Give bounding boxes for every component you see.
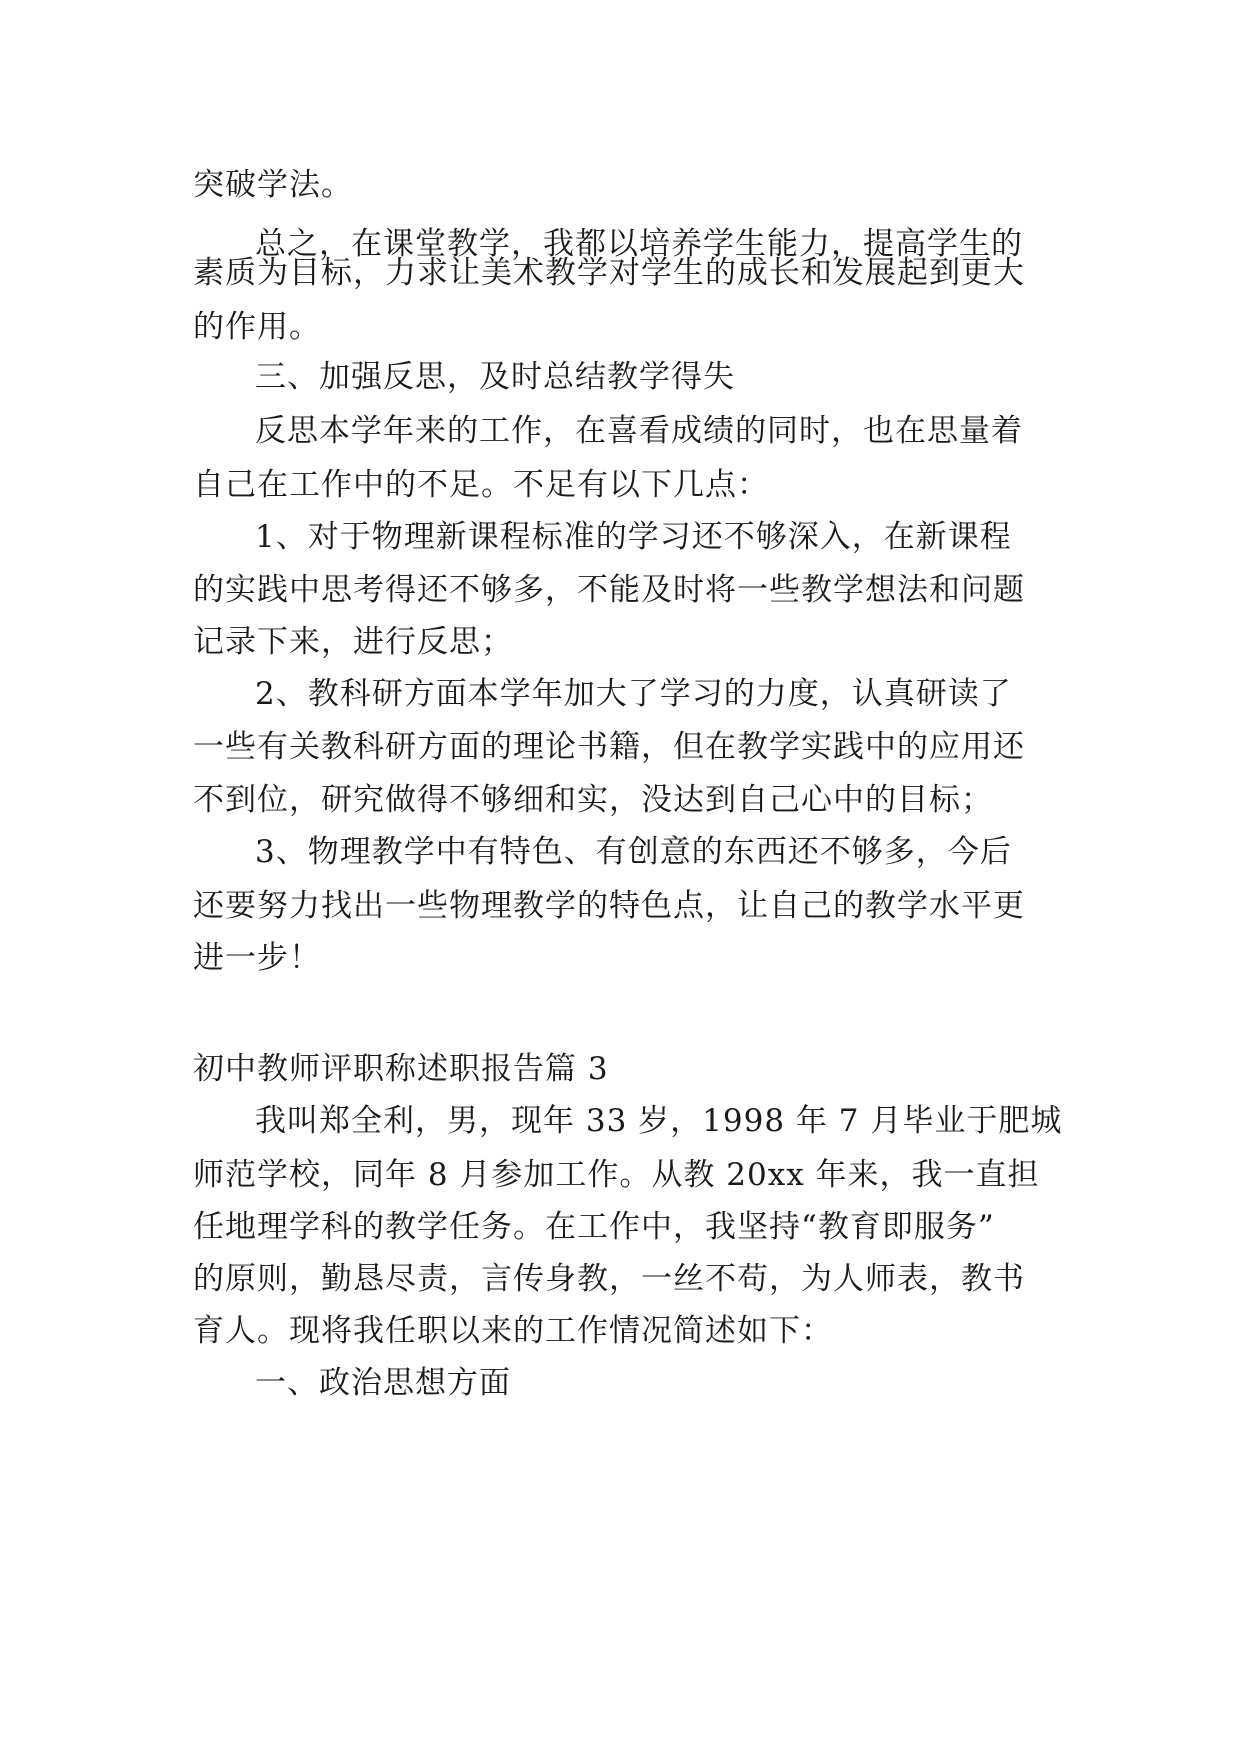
- text-line: 反思本学年来的工作，在喜看成绩的同时，也在思量着: [255, 413, 1023, 449]
- text-line: 素质为目标，力求让美术教学对学生的成长和发展起到更大: [193, 255, 1025, 291]
- text-line: 师范学校，同年 8 月参加工作。从教 20xx 年来，我一直担: [193, 1157, 1040, 1193]
- text-line: 任地理学科的教学任务。在工作中，我坚持“教育即服务”: [193, 1209, 995, 1245]
- text-line: 的作用。: [193, 309, 321, 345]
- section-heading: 三、加强反思，及时总结教学得失: [255, 359, 735, 395]
- article-title: 初中教师评职称述职报告篇 3: [193, 1051, 609, 1087]
- text-line: 的原则，勤恳尽责，言传身教，一丝不苟，为人师表，教书: [193, 1261, 1025, 1297]
- text-line: 2、教科研方面本学年加大了学习的力度，认真研读了: [255, 676, 1012, 712]
- text-line: 还要努力找出一些物理教学的特色点，让自己的教学水平更: [193, 888, 1025, 924]
- text-line: 的实践中思考得还不够多，不能及时将一些教学想法和问题: [193, 572, 1025, 608]
- text-line: 3、物理教学中有特色、有创意的东西还不够多，今后: [255, 834, 1012, 870]
- text-line: 进一步！: [193, 940, 321, 976]
- section-heading: 一、政治思想方面: [255, 1365, 511, 1401]
- text-line: 不到位，研究做得不够细和实，没达到自己心中的目标；: [193, 782, 993, 818]
- text-line: 一些有关教科研方面的理论书籍，但在教学实践中的应用还: [193, 729, 1025, 765]
- text-line: 自己在工作中的不足。不足有以下几点：: [193, 467, 769, 503]
- text-line: 记录下来，进行反思；: [193, 624, 513, 660]
- text-line: 突破学法。: [193, 167, 353, 203]
- text-line: 育人。现将我任职以来的工作情况简述如下：: [193, 1313, 833, 1349]
- text-line: 1、对于物理新课程标准的学习还不够深入，在新课程: [255, 519, 1012, 555]
- text-line: 我叫郑全利，男，现年 33 岁，1998 年 7 月毕业于肥城: [255, 1103, 1063, 1139]
- text-line: 总之，在课堂教学，我都以培养学生能力，提高学生的: [255, 226, 1023, 262]
